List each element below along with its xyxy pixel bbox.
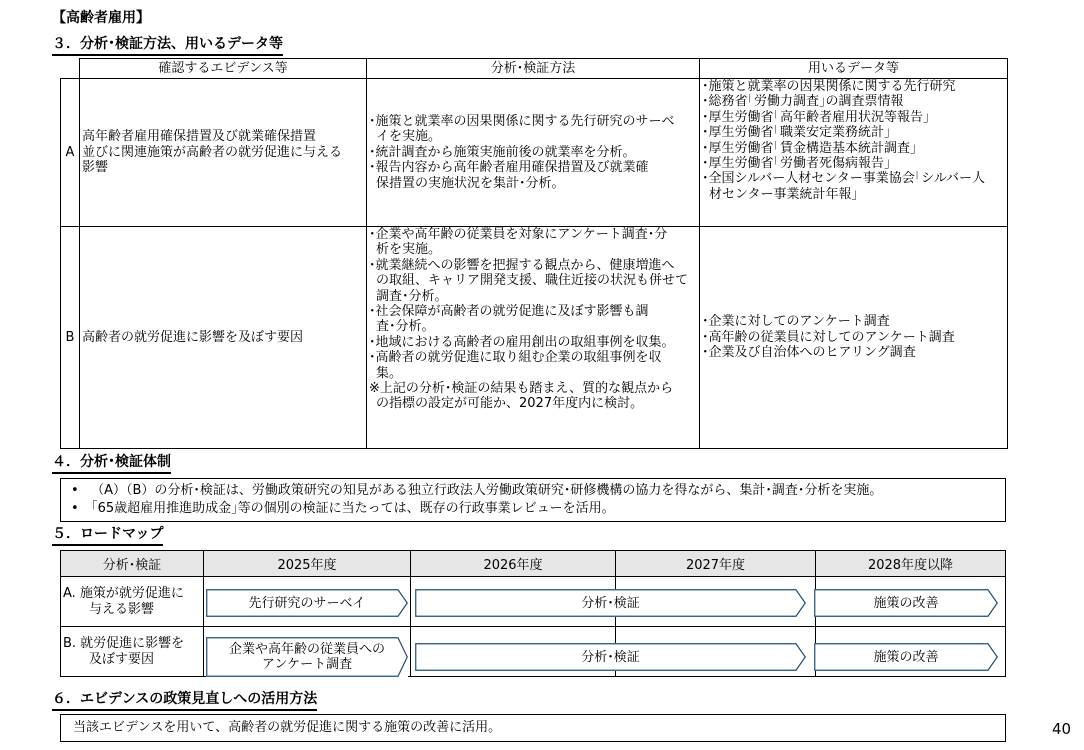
method-line: ･就業継続への影響を把握する観点から、健康増進へ (369, 257, 675, 273)
roadmap-row-label-a (61, 577, 204, 627)
arrow-label: 企業や高年齢の従業員への アンケート調査 (228, 642, 385, 672)
method-line: 査･分析。 (376, 319, 435, 335)
data-line: ･施策と就業率の因果関係に関する先行研究 (702, 79, 956, 94)
roadmap-arrow-a-improve (814, 589, 998, 617)
row-a-evidence-line: 高年齢者雇用確保措置及び就業確保措置 (82, 129, 317, 145)
row-a-method (367, 79, 700, 227)
row-a-evidence-line: 並びに関連施策が高齢者の就労促進に与える (82, 144, 343, 160)
bullet-text: （A）（B）の分析･検証は、労働政策研究の知見がある独立行政法人労働政策研究･研修機構の協力を得ながら、集計･調査･分析を実施。 (91, 483, 883, 498)
row-b-evidence: 高齢者の就労促進に影響を及ぼす要因 (80, 227, 367, 449)
row-label-a: A (61, 79, 80, 227)
row-b-data (700, 227, 1008, 449)
bullet-item (71, 481, 882, 500)
data-line: ･全国シルバー人材センター事業協会｢シルバー人 (702, 171, 986, 187)
roadmap-arrow-b-analysis (415, 643, 806, 671)
page-number: 40 (1052, 720, 1072, 738)
roadmap-row-label-line: B. 就労促進に影響を (63, 635, 185, 651)
method-line: 保措置の実施状況を集計･分析。 (376, 175, 565, 191)
roadmap-row-label-b (61, 627, 204, 677)
data-line: ･企業及び自治体へのヒアリング調査 (702, 345, 916, 361)
row-b-method (367, 227, 700, 449)
bullet-dot-icon: • (71, 501, 79, 516)
method-line: ･社会保障が高齢者の就労促進に及ぼす影響も調 (369, 304, 649, 320)
arrow-label: 分析･検証 (581, 595, 640, 611)
method-line: イを実施。 (376, 129, 442, 145)
method-line: ･統計調査から施策実施前後の就業率を分析。 (369, 144, 636, 160)
arrow-label: 先行研究のサーベイ (248, 595, 366, 611)
col-header-data: 用いるデータ等 (700, 59, 1008, 79)
utilization-text: 当該エビデンスを用いて、高齢者の就労促進に関する施策の改善に活用。 (73, 720, 502, 735)
method-line: ※上記の分析･検証の結果も踏まえ、質的な観点から (369, 381, 674, 397)
method-line: の指標の設定が可能か、2027年度内に検討。 (376, 396, 644, 412)
analysis-structure-box (60, 478, 1006, 522)
page-title: 【高齢者雇用】 (52, 10, 150, 26)
section-4-heading: ４．分析･検証体制 (52, 453, 171, 474)
method-line: 集。 (376, 365, 403, 381)
data-line: ･厚生労働省｢高年齢者雇用状況等報告｣ (702, 109, 930, 125)
section-6-heading: ６．エビデンスの政策見直しへの活用方法 (52, 690, 317, 711)
method-line: ･高齢者の就労促進に取り組む企業の取組事例を収 (369, 350, 662, 366)
roadmap-arrow-b-survey (206, 637, 408, 677)
method-line: 調査･分析。 (376, 288, 448, 304)
data-line: 材センター事業統計年報｣ (709, 186, 858, 202)
roadmap-row-label-line: 与える影響 (89, 601, 155, 617)
section-3-heading: ３．分析･検証方法、用いるデータ等 (52, 35, 283, 56)
data-line: ･企業に対してのアンケート調査 (702, 314, 890, 330)
roadmap-header-2027: 2027年度 (616, 551, 816, 577)
row-a-data (700, 79, 1008, 227)
col-header-method: 分析･検証方法 (367, 59, 700, 79)
method-line: ･企業や高年齢の従業員を対象にアンケート調査･分 (369, 227, 668, 242)
row-label-b: B (61, 227, 80, 449)
roadmap-row-label-line: 及ぼす要因 (89, 651, 155, 667)
arrow-label: 施策の改善 (873, 595, 939, 611)
roadmap-arrow-a-survey (206, 589, 408, 617)
roadmap-header-2026: 2026年度 (411, 551, 616, 577)
roadmap-arrow-a-analysis (415, 589, 806, 617)
roadmap-header-item: 分析･検証 (61, 551, 204, 577)
roadmap-header-2025: 2025年度 (204, 551, 411, 577)
evidence-table (60, 58, 1008, 449)
bullet-dot-icon: • (71, 483, 79, 498)
arrow-label: 施策の改善 (873, 649, 939, 665)
method-line: ･報告内容から高年齢者雇用確保措置及び就業確 (369, 160, 649, 176)
row-a-evidence (80, 79, 367, 227)
method-line: ･地域における高齢者の雇用創出の取組事例を収集。 (369, 334, 675, 350)
arrow-label: 分析･検証 (581, 649, 640, 665)
data-line: ･厚生労働省｢労働者死傷病報告｣ (702, 156, 891, 172)
roadmap-arrow-b-improve (814, 643, 998, 671)
roadmap-header-2028: 2028年度以降 (816, 551, 1006, 577)
roadmap-row-label-line: A. 施策が就労促進に (63, 585, 184, 601)
data-line: ･総務省｢労働力調査｣の調査票情報 (702, 94, 904, 110)
data-line: ･厚生労働省｢職業安定業務統計｣ (702, 125, 891, 141)
row-a-evidence-line: 影響 (82, 160, 109, 176)
method-line: 析を実施。 (376, 242, 442, 258)
method-line: の取組、キャリア開発支援、職住近接の状況も併せて (376, 273, 689, 289)
bullet-text: ｢65歳超雇用推進助成金｣等の個別の検証に当たっては、既存の行政事業レビューを活用。 (91, 501, 615, 516)
utilization-box (60, 714, 1006, 742)
bullet-item (71, 499, 615, 518)
col-header-evidence: 確認するエビデンス等 (80, 59, 367, 79)
section-5-heading: ５．ロードマップ (52, 525, 163, 546)
method-line: ･施策と就業率の因果関係に関する先行研究のサーベ (369, 113, 675, 129)
data-line: ･厚生労働省｢賃金構造基本統計調査｣ (702, 140, 917, 156)
data-line: ･高年齢の従業員に対してのアンケート調査 (702, 329, 955, 345)
